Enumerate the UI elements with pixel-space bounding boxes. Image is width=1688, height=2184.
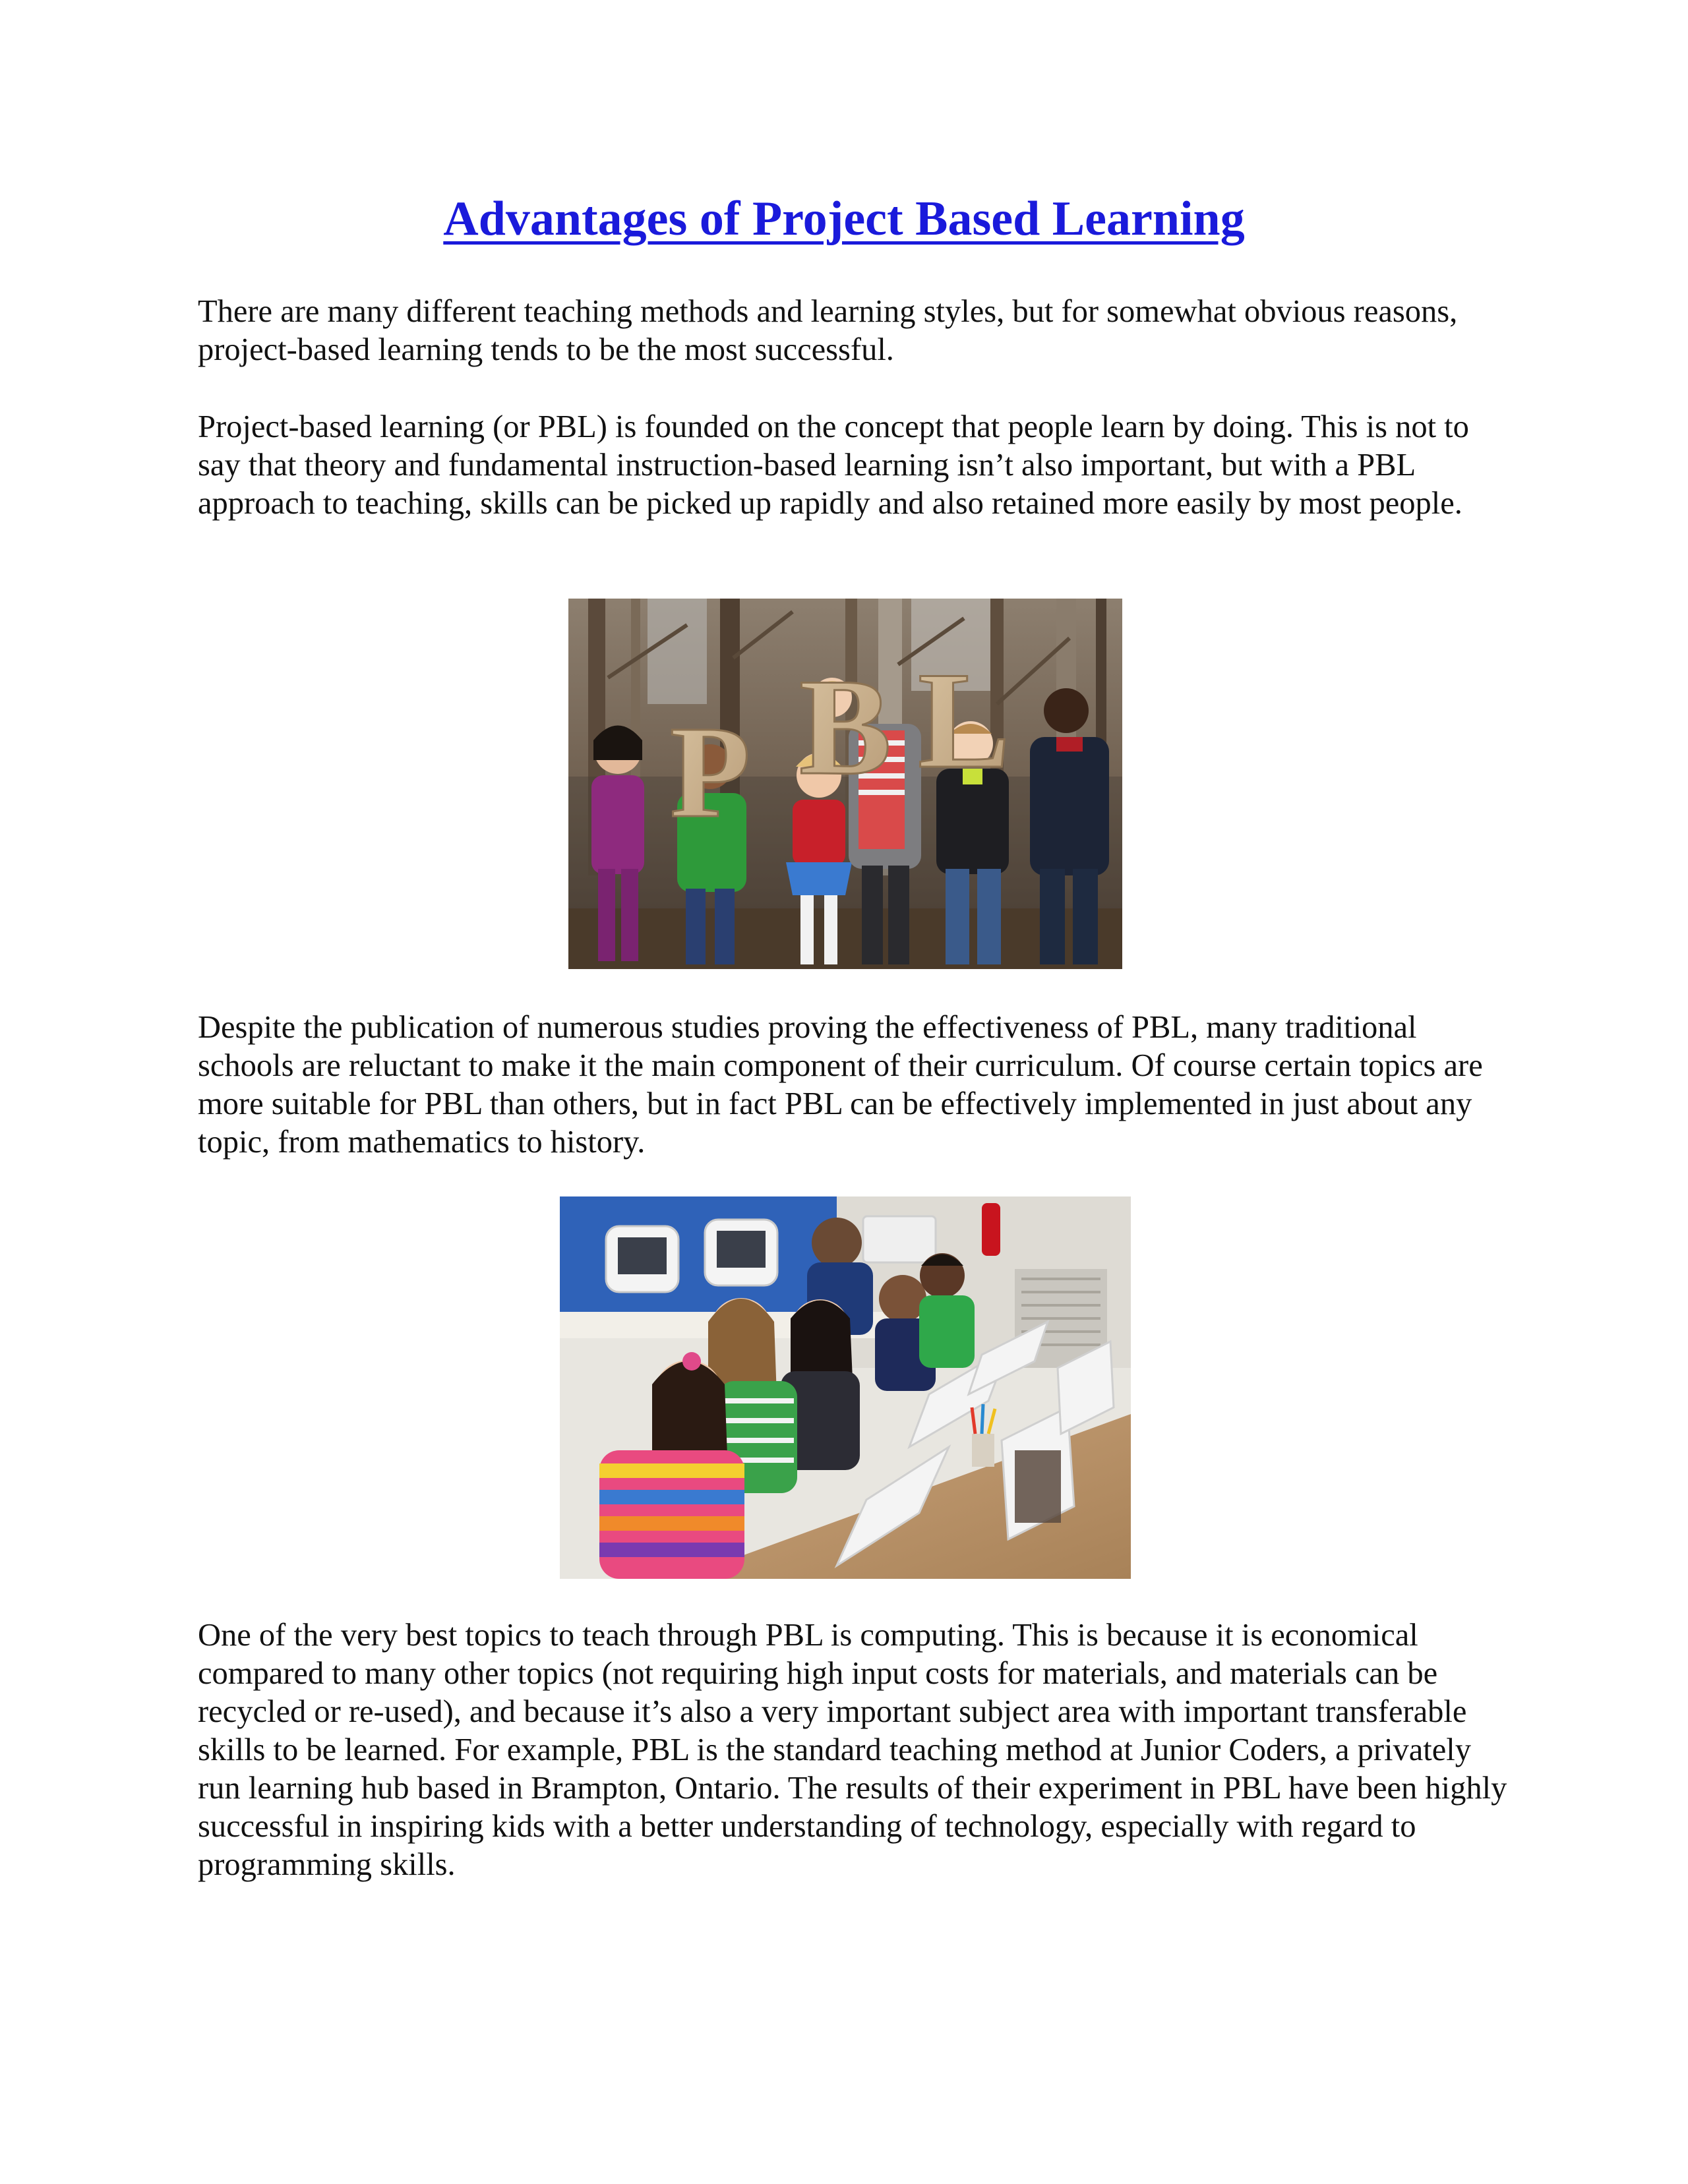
paragraph-computing: One of the very best topics to teach through PBL is computing. This is because it is economical compared to many other topics (not requiring high input costs for materials, and materials can be recycled or re-used), and because it’s also a very important subject area with important transferable skills to be learned. For example, PBL is the standard teaching method at Junior Coders, a privately run learning hub based in Brampton, Ontario. The results of their experiment in PBL have been highly successful in inspiring kids with a better understanding of technology, especially with regard to programming skills. [198,1618,1507,1882]
letter-b: B [799,651,892,804]
letter-p: P [669,699,751,845]
paragraph-pbl-definition: Project-based learning (or PBL) is founded on the concept that people learn by doing. This is not to say that theory and fundamental instruction-based learning isn’t also important, but with a PBL approach to teaching, skills can be picked up rapidly and also retained more easily by most people. [198,409,1469,521]
paragraph-intro: There are many different teaching methods and learning styles, but for somewhat obvious reasons, project-based learning tends to be the most successful. [198,294,1458,367]
photo-kids-holding-pbl-letters [568,599,1122,969]
photo-kids-with-laptops [560,1196,1131,1579]
paragraph-adoption: Despite the publication of numerous studies proving the effectiveness of PBL, many traditional schools are reluctant to make it the main component of their curriculum. Of course certain topics are more suitable for PBL than others, but in fact PBL can be effectively implemented in just about any topic, from mathematics to history. [198,1010,1483,1160]
letter-l: L [917,644,1011,797]
page-title: Advantages of Project Based Learning [443,192,1245,246]
